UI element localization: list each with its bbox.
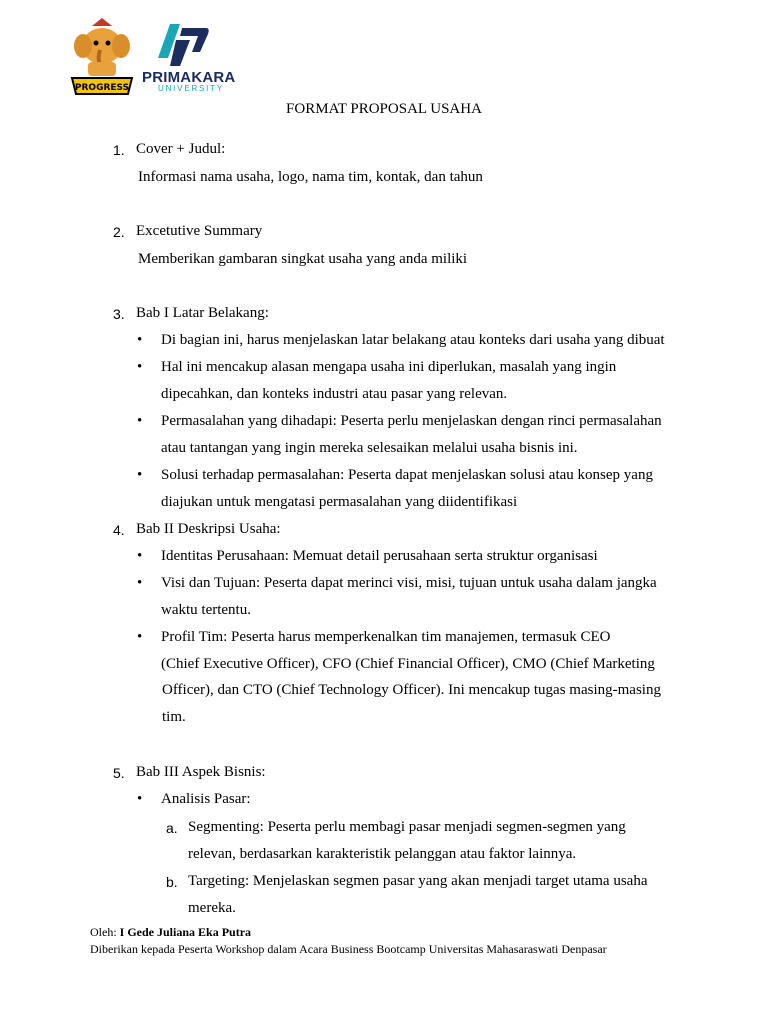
- bullet-icon: •: [137, 359, 143, 375]
- ganesha-mascot-logo: [66, 16, 138, 98]
- section-heading: Bab I Latar Belakang:: [136, 305, 269, 321]
- bullet-icon: •: [137, 629, 143, 645]
- bullet-text: tim.: [162, 709, 186, 725]
- page-title: FORMAT PROPOSAL USAHA: [286, 101, 482, 117]
- bullet-text: Identitas Perusahaan: Memuat detail perusahaan serta struktur organisasi: [161, 548, 598, 564]
- bullet-text: Di bagian ini, harus menjelaskan latar belakang atau konteks dari usaha yang dibuat: [161, 332, 665, 348]
- section-number: 3.: [113, 306, 125, 322]
- section-heading: Bab III Aspek Bisnis:: [136, 764, 266, 780]
- section-number: 5.: [113, 765, 125, 781]
- bullet-text: Visi dan Tujuan: Peserta dapat merinci visi, misi, tujuan untuk usaha dalam jangka: [161, 575, 657, 591]
- section-number: 4.: [113, 522, 125, 538]
- bullet-text: Permasalahan yang dihadapi: Peserta perlu menjelaskan dengan rinci permasalahan: [161, 413, 662, 429]
- footer-by-label: Oleh:: [90, 925, 117, 939]
- bullet-text: Hal ini mencakup alasan mengapa usaha ini diperlukan, masalah yang ingin: [161, 359, 617, 375]
- section-heading: Cover + Judul:: [136, 141, 226, 157]
- section-heading: Bab II Deskripsi Usaha:: [136, 521, 281, 537]
- bullet-icon: •: [137, 548, 143, 564]
- sub-item-letter: a.: [166, 820, 178, 836]
- sub-item-text: Segmenting: Peserta perlu membagi pasar menjadi segmen-segmen yang: [188, 819, 626, 835]
- sub-item-letter: b.: [166, 874, 178, 890]
- bullet-text: (Chief Executive Officer), CFO (Chief Financial Officer), CMO (Chief Marketing: [161, 656, 655, 672]
- section-heading: Excetutive Summary: [136, 223, 263, 239]
- footer-note: Diberikan kepada Peserta Workshop dalam Acara Business Bootcamp Universitas Mahasaraswati Denpasar: [90, 942, 607, 956]
- bullet-icon: •: [137, 467, 143, 483]
- bullet-text: Officer), dan CTO (Chief Technology Officer). Ini mencakup tugas masing-masing: [162, 682, 661, 698]
- bullet-text: waktu tertentu.: [161, 602, 251, 618]
- bullet-text: Solusi terhadap permasalahan: Peserta dapat menjelaskan solusi atau konsep yang: [161, 467, 653, 483]
- section-number: 1.: [113, 142, 125, 158]
- bullet-text: Profil Tim: Peserta harus memperkenalkan tim manajemen, termasuk CEO: [161, 629, 611, 645]
- footer-author: I Gede Juliana Eka Putra: [119, 925, 252, 939]
- bullet-text: Analisis Pasar:: [161, 791, 251, 807]
- bullet-icon: •: [137, 791, 143, 807]
- bullet-text: diajukan untuk mengatasi permasalahan yang diidentifikasi: [161, 494, 518, 510]
- brand-subtitle: UNIVERSITY: [158, 84, 225, 93]
- section-text: Informasi nama usaha, logo, nama tim, kontak, dan tahun: [138, 169, 483, 185]
- bullet-icon: •: [137, 413, 143, 429]
- bullet-text: atau tantangan yang ingin mereka selesaikan melalui usaha bisnis ini.: [161, 440, 578, 456]
- footer-author-line: [90, 925, 251, 940]
- sub-item-text: mereka.: [188, 900, 236, 916]
- section-text: Memberikan gambaran singkat usaha yang anda miliki: [138, 251, 468, 267]
- bullet-icon: •: [137, 332, 143, 348]
- svg-text:PROGRESS: PROGRESS: [74, 83, 130, 93]
- brand-name: PRIMAKARA: [142, 69, 236, 86]
- sub-item-text: Targeting: Menjelaskan segmen pasar yang akan menjadi target utama usaha: [188, 873, 648, 889]
- bullet-icon: •: [137, 575, 143, 591]
- bullet-text: dipecahkan, dan konteks industri atau pasar yang relevan.: [161, 386, 508, 402]
- sub-item-text: relevan, berdasarkan karakteristik pelanggan atau faktor lainnya.: [188, 846, 577, 862]
- section-number: 2.: [113, 224, 125, 240]
